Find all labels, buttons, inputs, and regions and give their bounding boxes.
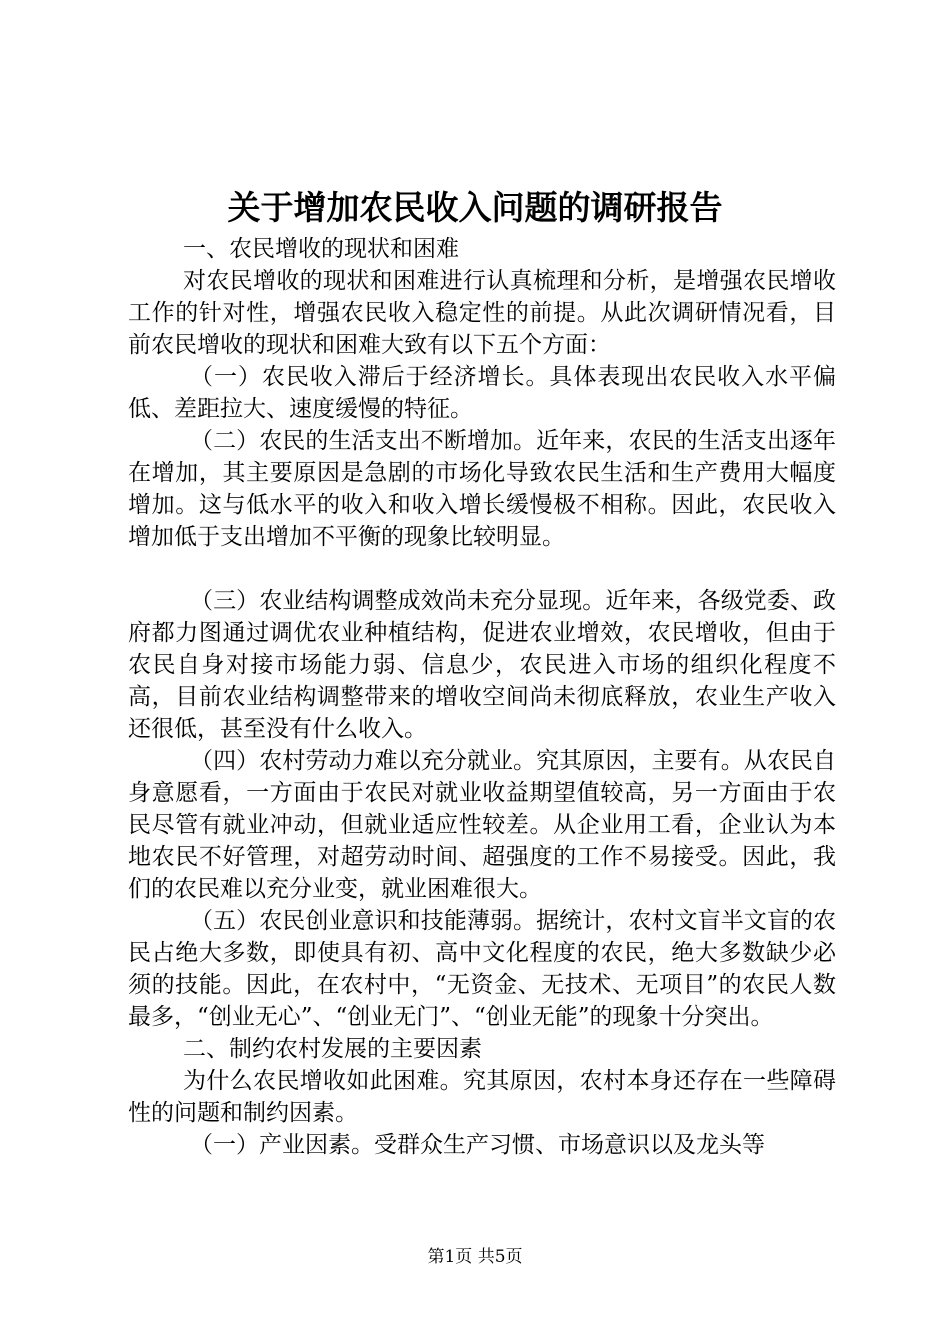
paragraph-item-3: （三）农业结构调整成效尚未充分显现。近年来，各级党委、政府都力图通过调优农业种植结构，促进农业增效，农民增收，但由于农民自身对接市场能力弱、信息少，农民进入市场的组织化程度不高，目前农业结构调整带来的增收空间尚未彻底释放，农业生产收入还很低，甚至没有什么收入。 [128,588,836,742]
paragraph-item-4: （四）农村劳动力难以充分就业。究其原因，主要有。从农民自身意愿看，一方面由于农民对就业收益期望值较高，另一方面由于农民尽管有就业冲动，但就业适应性较差。从企业用工看，企业认为本地农民不好管理，对超劳动时间、超强度的工作不易接受。因此，我们的农民难以充分业变，就业困难很大。 [128,748,836,902]
section-heading-1: 一、农民增收的现状和困难 [183,236,459,262]
document-title: 关于增加农民收入问题的调研报告 [227,188,723,227]
paragraph-section-2-item-1: （一）产业因素。受群众生产习惯、市场意识以及龙头等 [190,1132,765,1158]
section-heading-2: 二、制约农村发展的主要因素 [183,1036,482,1062]
paragraph-intro: 对农民增收的现状和困难进行认真梳理和分析，是增强农民增收工作的针对性，增强农民收入稳定性的前提。从此次调研情况看，目前农民增收的现状和困难大致有以下五个方面： [128,268,836,358]
document-body [128,233,836,1161]
paragraph-item-1: （一）农民收入滞后于经济增长。具体表现出农民收入水平偏低、差距拉大、速度缓慢的特征。 [128,364,836,422]
paragraph-spacer [128,553,836,585]
paragraph-section-2-intro: 为什么农民增收如此困难。究其原因，农村本身还存在一些障碍性的问题和制约因素。 [128,1068,836,1126]
paragraph-item-2: （二）农民的生活支出不断增加。近年来，农民的生活支出逐年在增加，其主要原因是急剧的市场化导致农民生活和生产费用大幅度增加。这与低水平的收入和收入增长缓慢极不相称。因此，农民收入增加低于支出增加不平衡的现象比较明显。 [128,428,836,550]
paragraph-item-5: （五）农民创业意识和技能薄弱。据统计，农村文盲半文盲的农民占绝大多数，即使具有初、高中文化程度的农民，绝大多数缺少必须的技能。因此，在农村中，“无资金、无技术、无项目”的农民人数最多，“创业无心”、“创业无门”、“创业无能”的现象十分突出。 [128,908,836,1030]
page-number-footer: 第1页 共5页 [427,1247,523,1267]
